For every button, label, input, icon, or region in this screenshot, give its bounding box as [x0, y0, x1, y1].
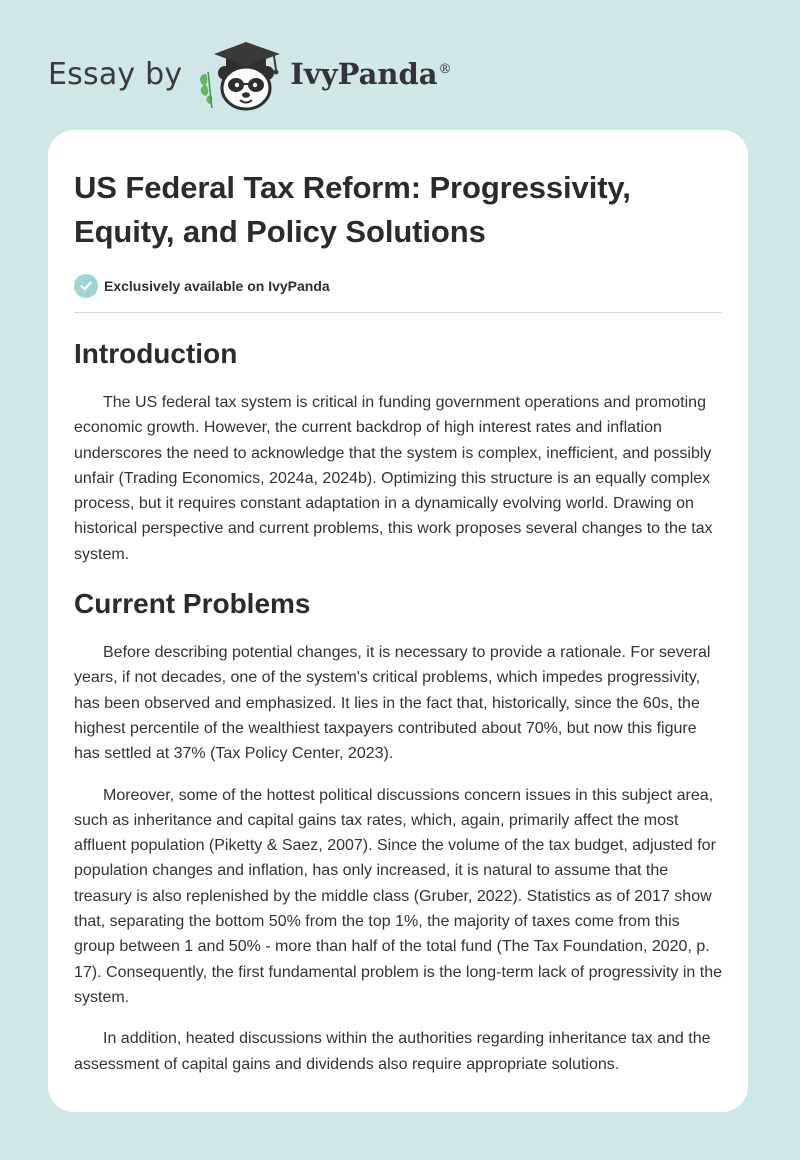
- brand-text: IvyPanda: [290, 57, 438, 91]
- section-introduction: [74, 337, 722, 567]
- exclusive-label: Exclusively available on IvyPanda: [104, 278, 330, 294]
- paragraph: The US federal tax system is critical in funding government operations and promoting economic growth. However, the current backdrop of high interest rates and inflation underscores the need to acknowledge that the system is complex, inefficient, and possibly unfair (Trading Economics, 2024a, 2024b). Optimizing this structure is an equally complex process, but it requires constant adaptation in a dynamically evolving world. Drawing on historical perspective and current problems, this work proposes several changes to the tax system.: [74, 394, 713, 563]
- panda-logo-icon[interactable]: [196, 36, 286, 112]
- essay-by-label: Essay by: [48, 56, 183, 92]
- paragraph: Before describing potential changes, it is necessary to provide a rationale. For several years, if not decades, one of the system's critical problems, which impedes progressivity, has been observed and emphasized. It lies in the fact that, historically, since the 60s, the highest percentile of the wealthiest taxpayers contributed about 70%, but now this figure has settled at 37% (Tax Policy Center, 2023).: [74, 644, 711, 763]
- exclusive-badge: [74, 274, 722, 313]
- site-header: [48, 34, 452, 114]
- paragraph: Moreover, some of the hottest political discussions concern issues in this subject area, such as inheritance and capital gains tax rates, which, again, primarily affect the most affluent population (Piketty & Saez, 2007). Since the volume of the tax budget, adjusted for population changes and inflation, has only increased, it is natural to assume that the treasury is also replenished by the middle class (Gruber, 2022). Statistics as of 2017 show that, separating the bottom 50% from the top 1%, the majority of taxes come from this group between 1 and 50% - more than half of the total fund (The Tax Foundation, 2020, p. 17). Consequently, the first fundamental problem is the long-term lack of progressivity in the system.: [74, 786, 723, 1006]
- section-heading: Current Problems: [74, 588, 311, 620]
- paragraph: In addition, heated discussions within the authorities regarding inheritance tax and the assessment of capital gains and dividends also require appropriate solutions.: [74, 1030, 711, 1073]
- essay-title: US Federal Tax Reform: Progressivity, Equity, and Policy Solutions: [74, 170, 631, 249]
- essay-card: [48, 130, 748, 1112]
- registered-mark: ®: [438, 62, 452, 78]
- check-icon: [74, 274, 98, 298]
- section-heading: Introduction: [74, 338, 238, 369]
- section-current-problems: [74, 587, 722, 1077]
- brand-name[interactable]: [290, 57, 451, 91]
